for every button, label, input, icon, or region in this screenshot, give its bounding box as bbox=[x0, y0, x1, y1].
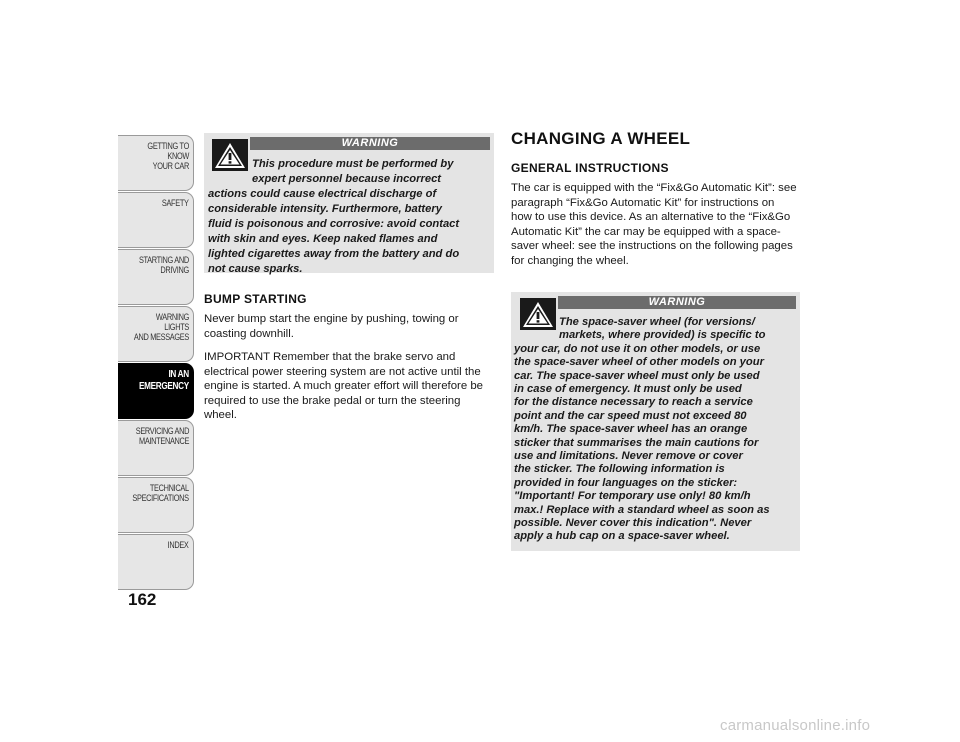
warning-title: WARNING bbox=[250, 137, 490, 150]
warning-text-line: the sticker. The following information is bbox=[514, 463, 725, 476]
warning-text-line: not cause sparks. bbox=[208, 263, 303, 275]
general-instructions-heading: GENERAL INSTRUCTIONS bbox=[511, 161, 669, 175]
bump-starting-heading: BUMP STARTING bbox=[204, 292, 307, 306]
warning-text-line: expert personnel because incorrect bbox=[252, 173, 442, 185]
warning-text-line: "Important! For temporary use only! 80 km/h bbox=[514, 490, 751, 503]
tab-technical-specifications[interactable] bbox=[118, 477, 194, 533]
warning-text-line: the space-saver wheel of other models on your bbox=[514, 356, 764, 369]
warning-text-line: car. The space-saver wheel must only be used bbox=[514, 369, 760, 382]
warning-text-line: markets, where provided) is specific to bbox=[559, 329, 766, 342]
warning-text-line: possible. Never cover this indication". Never bbox=[514, 517, 752, 529]
warning-text-line: in case of emergency. It must only be used bbox=[514, 383, 742, 395]
tab-safety[interactable] bbox=[118, 192, 194, 248]
warning-text-line: with skin and eyes. Keep naked flames and bbox=[208, 233, 438, 245]
warning-text-line: sticker that summarises the main cautions for bbox=[514, 436, 759, 449]
tab-label: STARTING AND DRIVING bbox=[139, 255, 189, 275]
warning-text-line: considerable intensity. Furthermore, battery bbox=[208, 203, 442, 215]
warning-text-line: max.! Replace with a standard wheel as soon as bbox=[514, 503, 770, 516]
warning-text-line: actions could cause electrical discharge of bbox=[208, 188, 437, 200]
general-instructions-paragraph: The car is equipped with the “Fix&Go Automatic Kit”: see paragraph “Fix&Go Automatic Kit” for instructions on how to use this device. As an alternative to the “Fix&Go Automatic Kit” the car may be equipped with a space-saver wheel: see the instructions on the following pages for changing the wheel. bbox=[511, 182, 797, 267]
warning-text-line: provided in four languages on the sticker: bbox=[514, 476, 738, 489]
tab-starting-and-driving[interactable] bbox=[118, 249, 194, 305]
warning-text-line: fluid is poisonous and corrosive: avoid contact bbox=[208, 218, 460, 230]
tab-label: GETTING TO KNOW YOUR CAR bbox=[147, 141, 189, 171]
warning-text-line: for the distance necessary to reach a service bbox=[514, 396, 753, 409]
tab-label: WARNING LIGHTS AND MESSAGES bbox=[133, 312, 189, 342]
warning-title: WARNING bbox=[558, 296, 796, 309]
important-paragraph: IMPORTANT Remember that the brake servo and electrical power steering system are not active until the engine is started. A much greater effort will therefore be required to use the brake pedal or turn the steering wheel. bbox=[204, 351, 484, 422]
tab-label: SERVICING AND MAINTENANCE bbox=[135, 426, 189, 446]
battery-warning-box bbox=[204, 133, 494, 273]
tab-label: TECHNICAL SPECIFICATIONS bbox=[132, 483, 189, 503]
tab-warning-lights-and-messages[interactable] bbox=[118, 306, 194, 362]
tab-label: SAFETY bbox=[162, 198, 189, 208]
watermark: carmanualsonline.info bbox=[720, 717, 871, 734]
warning-text-line: km/h. The space-saver wheel has an orange bbox=[514, 423, 748, 436]
tab-label: INDEX bbox=[168, 540, 189, 550]
tab-label: IN AN EMERGENCY bbox=[139, 369, 189, 392]
tab-index[interactable] bbox=[118, 534, 194, 590]
tab-getting-to-know-your-car[interactable] bbox=[118, 135, 194, 191]
warning-text-line: apply a hub cap on a space-saver wheel. bbox=[514, 530, 730, 543]
tab-in-an-emergency[interactable] bbox=[118, 363, 194, 419]
warning-triangle-icon bbox=[520, 298, 556, 330]
warning-text-line: point and the car speed must not exceed 80 bbox=[514, 409, 747, 422]
warning-text-line: The space-saver wheel (for versions/ bbox=[559, 316, 755, 328]
warning-text-line: lighted cigarettes away from the battery and do bbox=[208, 248, 460, 260]
bump-starting-paragraph: Never bump start the engine by pushing, towing or coasting downhill. bbox=[204, 313, 459, 340]
space-saver-warning-box bbox=[511, 292, 800, 551]
warning-text-line: your car, do not use it on other models, or use bbox=[514, 342, 761, 355]
warning-text-line: use and limitations. Never remove or cover bbox=[514, 450, 743, 462]
page-number: 162 bbox=[128, 590, 157, 609]
warning-triangle-icon bbox=[212, 139, 248, 171]
warning-text-line: This procedure must be performed by bbox=[252, 158, 454, 170]
section-title: CHANGING A WHEEL bbox=[511, 129, 691, 148]
tab-servicing-and-maintenance[interactable] bbox=[118, 420, 194, 476]
